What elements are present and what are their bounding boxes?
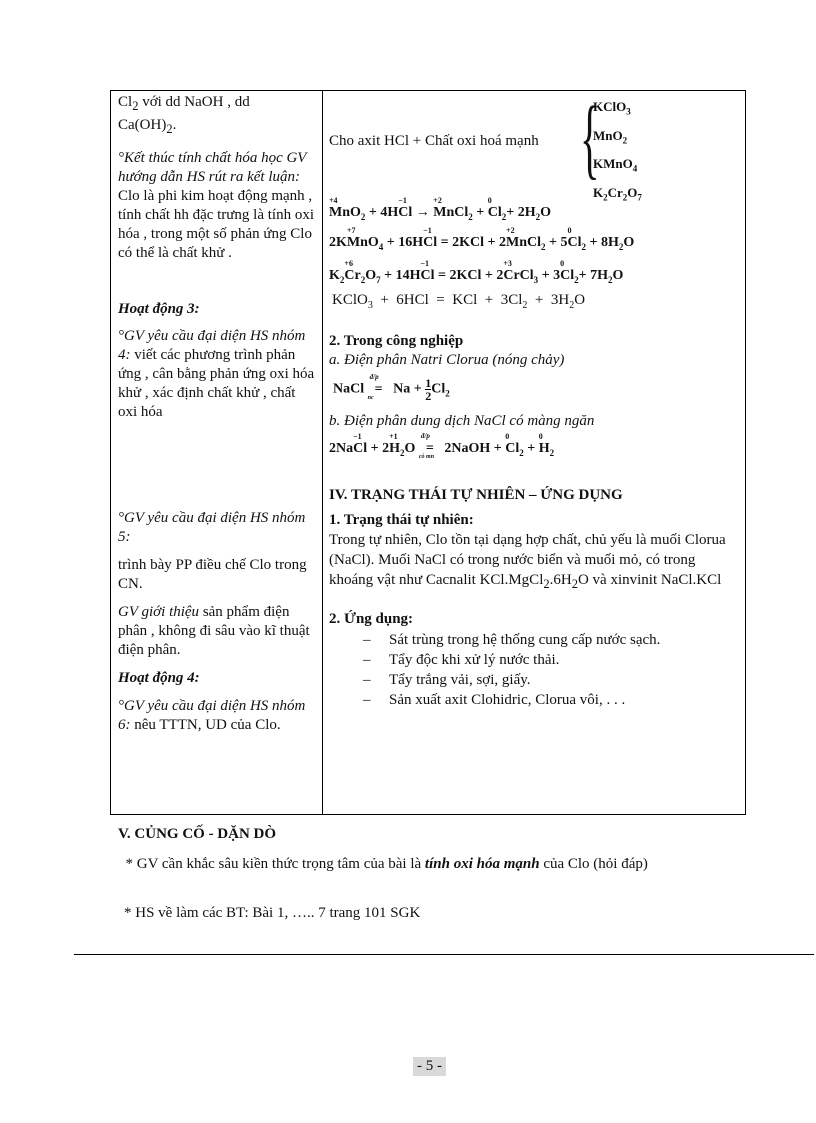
left-paragraph-1: $Cl_2$ với dd NaOH , dd $Ca(OH)_2$.	[118, 94, 250, 136]
molten-electrolysis-label: a. Điện phân Natri Clorua (nóng chảy)	[329, 352, 565, 368]
list-item: – Tẩy độc khi xử lý nước thải.	[363, 652, 560, 668]
column-divider	[322, 91, 323, 814]
left-paragraph-4: °GV yêu cầu đại diện HS nhóm 5:	[118, 510, 306, 545]
left-paragraph-3: °GV yêu cầu đại diện HS nhóm 4: viết các phương trình phản ứng , cân bằng phản ứng oxi hóa khử , xác định chất khử , chất oxi hóa	[118, 328, 315, 420]
natural-state-heading: 1. Trạng thái tự nhiên:	[329, 512, 474, 528]
oxidizer-list	[593, 95, 642, 209]
lab-prep-intro: Cho axit HCl + Chất oxi hoá mạnh	[329, 133, 539, 149]
section-iv-heading: IV. TRẠNG THÁI TỰ NHIÊN – ỨNG DỤNG	[329, 487, 623, 503]
equation-solution-nacl: 2Na −1 Cl + 2 +1 $H_2O$ đ/p = có mn 2NaOH + 0 $Cl_2$ + 0 $H_2$	[329, 432, 555, 460]
footer-divider	[74, 954, 814, 955]
list-item: – Tẩy trắng vải, sợi, giấy.	[363, 672, 531, 688]
list-item: – Sản xuất axit Clohidric, Clorua vôi, . . .	[363, 692, 626, 708]
oxidizer-k2cr2o7: $K_2Cr_2O_7$	[593, 184, 642, 203]
section-v-heading: V. CỦNG CỐ - DẶN DÒ	[118, 826, 277, 842]
page-number: - 5 -	[413, 1057, 446, 1076]
equation-4: KClO$_3$ + 6HCl = KCl + $3Cl_2 + 3H_2O$	[332, 292, 586, 311]
oxidizer-mno2: MnO$_2$	[593, 127, 628, 146]
natural-state-text: Trong tự nhiên, Clo tồn tại dạng hợp chất, chủ yếu là muối Clorua (NaCl). Muối NaCl có trong nước biển và muối mỏ, có trong khoáng vật như Cacnalit $KCl.MgCl_2.6H_2O$ và xinvinit NaCl.KCl	[329, 532, 726, 591]
applications-heading: 2. Ứng dụng:	[329, 611, 414, 627]
equation-3: $K_2$ +6 $Cr_2O_7 + 14H$ −1 Cl = 2KCl + 2 +3 CrCl$_3$ + 3 0 $Cl_2+ 7H_2O$	[329, 259, 624, 285]
applications-list	[363, 630, 660, 710]
oxidizer-kclo3: KClO$_3$	[593, 99, 631, 117]
equation-2: 2K +7 MnO$_4$ + 16H −1 Cl = 2KCl + 2 +2 MnCl$_2$ + 5 0 $Cl_2 + 8H_2O$	[329, 226, 635, 252]
summary-line-2: * HS về làm các BT: Bài 1, ….. 7 trang 101 SGK	[124, 905, 421, 921]
equation-molten-nacl: NaCl đ/p = nc Na + $\frac{1}{2}$ $Cl_2$	[333, 372, 450, 403]
list-item: – Sát trùng trong hệ thống cung cấp nước sạch.	[363, 632, 661, 648]
industry-heading: 2. Trong công nghiệp	[329, 333, 464, 349]
solution-electrolysis-label: b. Điện phân dung dịch NaCl có màng ngăn	[329, 413, 595, 429]
summary-line-1: * GV cần khắc sâu kiền thức trọng tâm của bài là tính oxi hóa mạnh của Clo (hỏi đáp)	[125, 856, 648, 872]
equation-1: +4 MnO$_2$ + 4H −1 Cl → +2 MnCl$_2$ + 0 $Cl_2+ 2H_2O$	[329, 196, 552, 222]
activity-4-heading: Hoạt động 4:	[118, 670, 200, 686]
brace-symbol: {	[580, 89, 600, 188]
left-paragraph-6: GV giới thiệu sản phẩm điện phân , không đi sâu vào kĩ thuật điện phân.	[118, 604, 310, 658]
activity-3-heading: Hoạt động 3:	[118, 301, 200, 317]
left-paragraph-2: °Kết thúc tính chất hóa học GV hướng dẫn HS rút ra kết luận: Clo là phi kim hoạt động mạnh , tính chất hh đặc trưng là tính oxi hóa , trong một số phản ứng Clo có thể là chất khử .	[118, 150, 315, 261]
left-paragraph-5: trình bày PP điều chế Clo trong CN.	[118, 557, 307, 592]
left-paragraph-7: °GV yêu cầu đại diện HS nhóm 6: nêu TTTN, UD của Clo.	[118, 698, 306, 733]
lesson-table	[110, 90, 746, 815]
teacher-activity-column	[118, 93, 316, 735]
oxidizer-kmno4: KMnO$_4$	[593, 156, 638, 174]
